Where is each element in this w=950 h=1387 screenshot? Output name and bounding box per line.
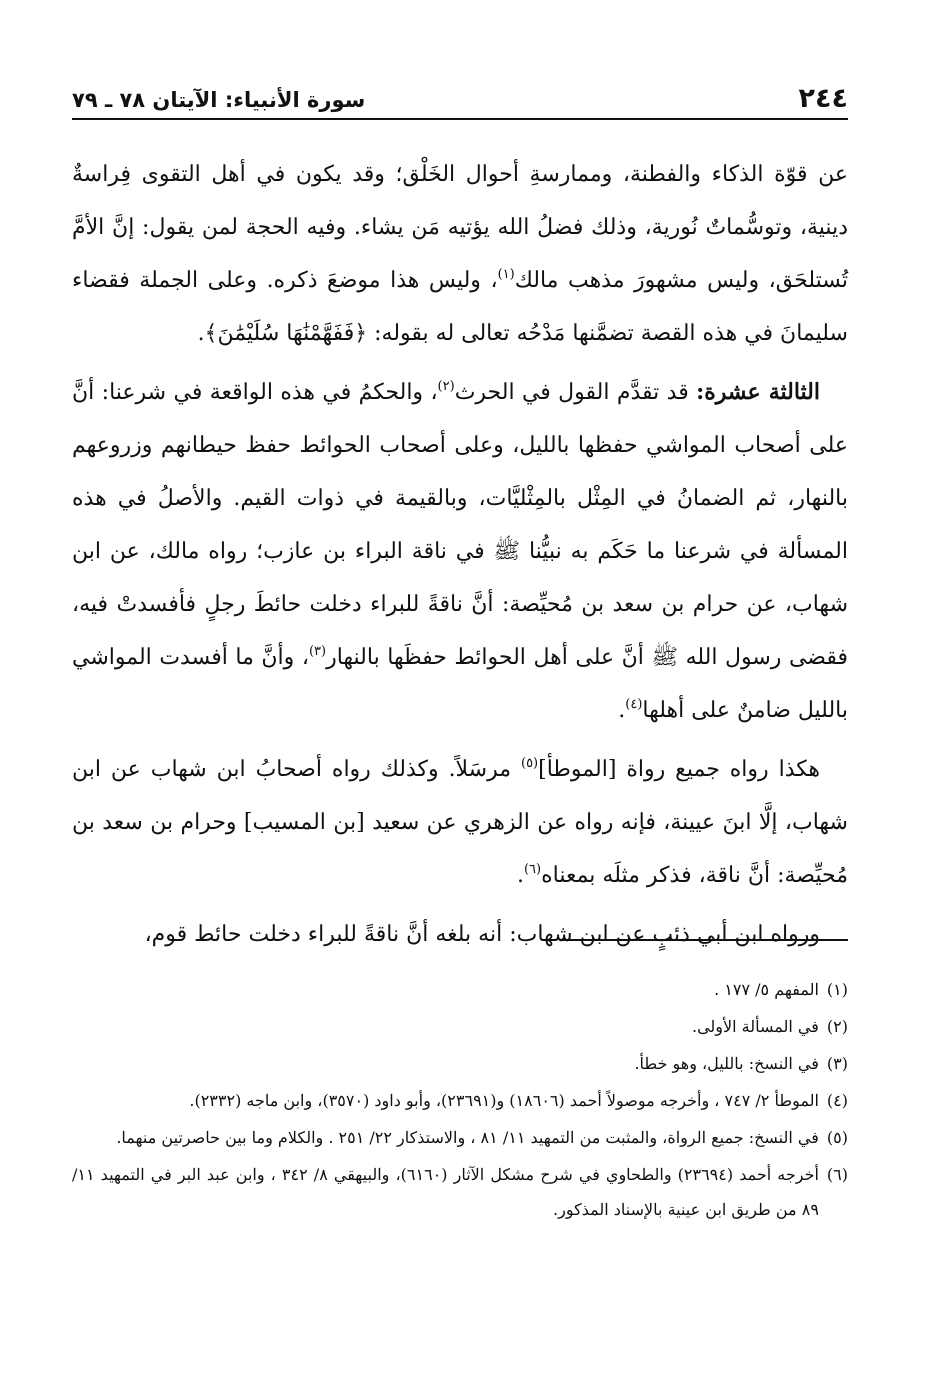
footnotes: [72, 972, 848, 1229]
header-divider: [72, 118, 848, 120]
footnote-number: (٦): [826, 1165, 848, 1184]
page-number: ٢٤٤: [798, 83, 848, 114]
footnote-item: [72, 1157, 848, 1227]
surah-title: سورة الأنبياء: الآيتان ٧٨ ـ ٧٩: [72, 88, 366, 112]
section-heading: الثالثة عشرة:: [696, 379, 820, 405]
paragraph-2: [72, 366, 848, 737]
footnote-text: في المسألة الأولى.: [691, 1017, 819, 1036]
footnote-text: في النسخ: بالليل، وهو خطأ.: [634, 1054, 819, 1073]
paragraph-text: مرسَلاً. وكذلك رواه أصحابُ ابن شهاب عن ابن شهاب، إلَّا ابنَ عيينة، فإنه رواه عن الزهري عن سعيد [بن المسيب] وحرام بن سعد بن مُحيِّصة: أنَّ ناقة، فذكر مثلَه بمعناه: [72, 757, 848, 888]
footnote-item: [72, 1083, 848, 1118]
footnote-ref-5[interactable]: (٥): [520, 756, 539, 771]
paragraph-text: عن قوّة الذكاء والفطنة، وممارسةِ أحوال الخَلْق؛ وقد يكون في أهل التقوى فِراسةٌ دينية، وتوسُّماتٌ نُورية، وذلك فضلُ الله يؤتيه مَن يشاء. وفيه الحجة لمن يقول: إنَّ الأمَّ تُستلحَق، وليس مشهورَ مذهب مالك: [72, 162, 848, 293]
footnote-number: (٥): [826, 1128, 848, 1147]
footnote-number: (١): [826, 980, 848, 999]
paragraph-text: ورواه ابن أبي ذئبٍ عن ابن شهاب: أنه بلغه أنَّ ناقةً للبراء دخلت حائط قوم،: [144, 922, 820, 947]
footnote-text: أخرجه أحمد (٢٣٦٩٤) والطحاوي في شرح مشكل الآثار (٦١٦٠)، والبيهقي ٨/ ٣٤٢ ، وابن عبد البر في التمهيد ١١/ ٨٩ من طريق ابن عينية بالإسناد المذكور.: [72, 1165, 819, 1219]
footnote-ref-4[interactable]: (٤): [625, 697, 643, 712]
footnote-number: (٤): [826, 1091, 848, 1110]
running-header: [72, 62, 848, 118]
footnote-text: الموطأ ٢/ ٧٤٧ ، وأخرجه موصولاً أحمد (١٨٦٠٦) و(٢٣٦٩١)، وأبو داود (٣٥٧٠)، وابن ماجه (٢٣٣٢).: [189, 1091, 819, 1110]
paragraph-3: [72, 743, 848, 902]
footnote-ref-1[interactable]: (١): [497, 267, 515, 282]
footnote-number: (٢): [826, 1017, 848, 1036]
footnote-ref-6[interactable]: (٦): [523, 862, 542, 877]
footnote-divider: [560, 939, 848, 941]
footnote-ref-3[interactable]: (٣): [308, 644, 327, 659]
paragraph-text: ، وأنَّ ما أفسدت المواشي بالليل ضامنٌ على أهلها: [72, 645, 848, 723]
main-text: [72, 148, 848, 967]
paragraph-text: ، والحكمُ في هذه الواقعة في شرعنا: أنَّ على أصحاب المواشي حفظها بالليل، وعلى أصحاب الحوائط حفظ حيطانهم وزروعهم بالنهار، ثم الضمانُ في المِثْل بالمِثْليَّات، وبالقيمة في ذوات القيم. والأصلُ في هذه المسألة في شرعنا ما حَكَم به نبيُّنا ﷺ في ناقة البراء بن عازب؛ رواه مالك، عن ابن شهاب، عن حرام بن سعد بن مُحيِّصة: أنَّ ناقةً للبراء دخلت حائطَ رجلٍ فأفسدتْ فيه، فقضى رسول الله ﷺ أنَّ على أهل الحوائط حفظَها بالنهار: [72, 380, 848, 670]
footnote-number: (٣): [826, 1054, 848, 1073]
footnote-ref-2[interactable]: (٢): [437, 379, 455, 394]
paragraph-text: هكذا رواه جميع رواة [الموطأ]: [538, 757, 820, 782]
paragraph-text: .: [618, 698, 626, 723]
paragraph-text: ، وليس هذا موضعَ ذكره. وعلى الجملة فقضاء سليمانَ في هذه القصة تضمَّنها مَدْحُه تعالى له بقوله: ﴿فَفَهَّمْنَٰهَا سُلَيْمَٰنَ﴾.: [72, 268, 848, 346]
footnote-text: المفهم ٥/ ١٧٧ .: [714, 980, 819, 999]
footnote-item: [72, 972, 848, 1007]
footnote-text: في النسخ: جميع الرواة، والمثبت من التمهيد ١١/ ٨١ ، والاستذكار ٢٢/ ٢٥١ . والكلام وما بين حاصرتين منهما.: [116, 1128, 819, 1147]
footnote-item: [72, 1009, 848, 1044]
paragraph-text: قد تقدَّم القول في الحرث: [454, 380, 697, 405]
paragraph-text: .: [516, 863, 524, 888]
footnote-item: [72, 1046, 848, 1081]
footnote-item: [72, 1120, 848, 1155]
paragraph-4: [72, 908, 848, 961]
paragraph-1: [72, 148, 848, 360]
